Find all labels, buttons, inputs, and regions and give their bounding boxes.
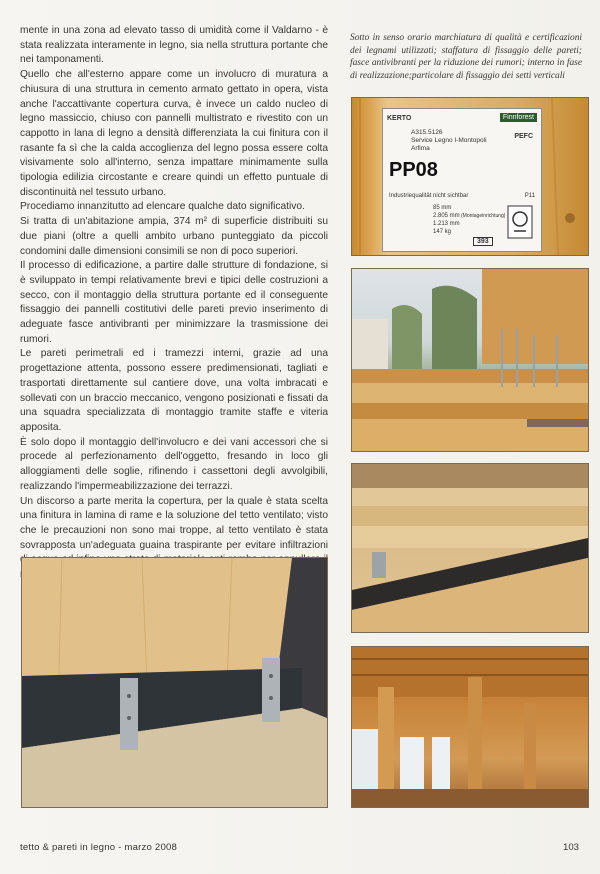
label-brand-left: KERTO bbox=[387, 115, 412, 122]
label-p: P11 bbox=[524, 193, 535, 199]
label-brand-top: Finnforest bbox=[500, 113, 537, 122]
label-code: PP08 bbox=[389, 159, 438, 181]
label-weight: 147 kg bbox=[433, 229, 452, 235]
photo-quality-label bbox=[351, 97, 589, 256]
label-line2: Service Legno I-Montopoli bbox=[411, 137, 487, 144]
label-stamp: 393 bbox=[473, 237, 493, 246]
label-quality: Industriequalität nicht sichtbar bbox=[389, 193, 469, 199]
paragraph: Quello che all'esterno appare come un involucro di muratura a chiusura di una struttura in cemento armato gettato in opera, vista anche l'accattivante copertura curva, è invece un caldo nucleo di legno massiccio, chiuso con pannelli multistrato e rivestito con un cappotto in lana di legno a densità differenziata la cui finitura con il rasante fa sì che la calda accoglienza del legno possa essere colta visivamente solo all'interno, senza impattare minimamente sulla tipologia edilizia circostante e creare quindi un effetto puntuale di discontinuità nel tessuto urbano. bbox=[20, 69, 328, 198]
paragraph: Il processo di edificazione, a partire dalle strutture di fondazione, si è sviluppato in tempi relativamente brevi e tipici delle costruzioni a secco, con il montaggio della struttura portante ed il conseguente fissaggio dei pannelli costitutivi delle pareti previo inserimento di adeguate fasce antivibranti per minimizzare la trasmissione dei rumori. bbox=[20, 260, 328, 345]
photo-caption: Sotto in senso orario marchiatura di qualità e certificazioni dei legnami utilizzati; staffatura di fissaggio delle pareti; fasce antivibranti per la riduzione dei rumori; interno in fase di realizzazione;particolare di fissaggio dei setti verticali bbox=[350, 33, 582, 81]
label-dim3: 1.213 mm bbox=[433, 221, 460, 227]
paragraph: È solo dopo il montaggio dell'involucro e dei vani accessori che si procede al perfezionamento dell'oggetto, fresando in loco gli alloggiamenti delle soglie, rifinendo i cassettoni degli avvolgibili, realizzando l'impermeabilizzazione dei terrazzi. bbox=[20, 436, 328, 492]
photo-vertical-wall-fixing bbox=[21, 557, 328, 808]
paragraph: Si tratta di un'abitazione ampia, 374 m² di superficie distribuiti su due piani (oltre a quelli ambito urbano punteggiato da piccoli condomini dalle dimensioni consimili se non di poco superiori. bbox=[20, 216, 328, 257]
photo-interior-construction bbox=[351, 646, 589, 808]
label-line3: Arfima bbox=[411, 145, 430, 152]
paragraph: Procediamo innanzitutto ad elencare qualche dato significativo. bbox=[20, 201, 305, 213]
article-body bbox=[20, 24, 328, 583]
brackets-image bbox=[352, 269, 588, 451]
label-line1: A315.5126 bbox=[411, 129, 443, 136]
paragraph: Le pareti perimetrali ed i tramezzi interni, grazie ad una progettazione attenta, possono essere predimensionati, tagliati e trasportati direttamente sul cantiere dove, una volta imbracati e sollevati con un braccio meccanico, vengono posizionati e fissati da una squadra specializzata di montaggio tramite staffe e viteria apposita. bbox=[20, 348, 328, 433]
label-dim2: 2.805 mm bbox=[433, 213, 460, 219]
paragraph: Un discorso a parte merita la copertura, per la quale è stata scelta una finitura in lamina di rame e la soluzione del tetto ventilato; visto che le precauzioni non sono mai troppe, al tetto ventilato è stata sovrapposta un'adeguata guaina traspirante per evitare infiltrazioni bbox=[20, 495, 328, 551]
footer-publication: tetto & pareti in legno - marzo 2008 bbox=[20, 842, 178, 853]
strips-image bbox=[352, 464, 588, 632]
certification-mark-icon bbox=[507, 205, 533, 239]
photo-antivibration-strips bbox=[351, 463, 589, 633]
label-dim2-note: (Montageinrichtung) bbox=[461, 213, 506, 219]
page-number: 103 bbox=[563, 842, 580, 853]
label-cert: PEFC bbox=[514, 133, 533, 140]
wall-fixing-image bbox=[22, 558, 327, 807]
paragraph: mente in una zona ad elevato tasso di umidità come il Valdarno - è stata realizzata interamente in legno, sia nella struttura portante che nei tamponamenti. bbox=[20, 25, 328, 66]
quality-label-card bbox=[382, 108, 542, 252]
label-dim1: 85 mm bbox=[433, 205, 452, 211]
interior-image bbox=[352, 647, 588, 807]
photo-wall-brackets bbox=[351, 268, 589, 452]
